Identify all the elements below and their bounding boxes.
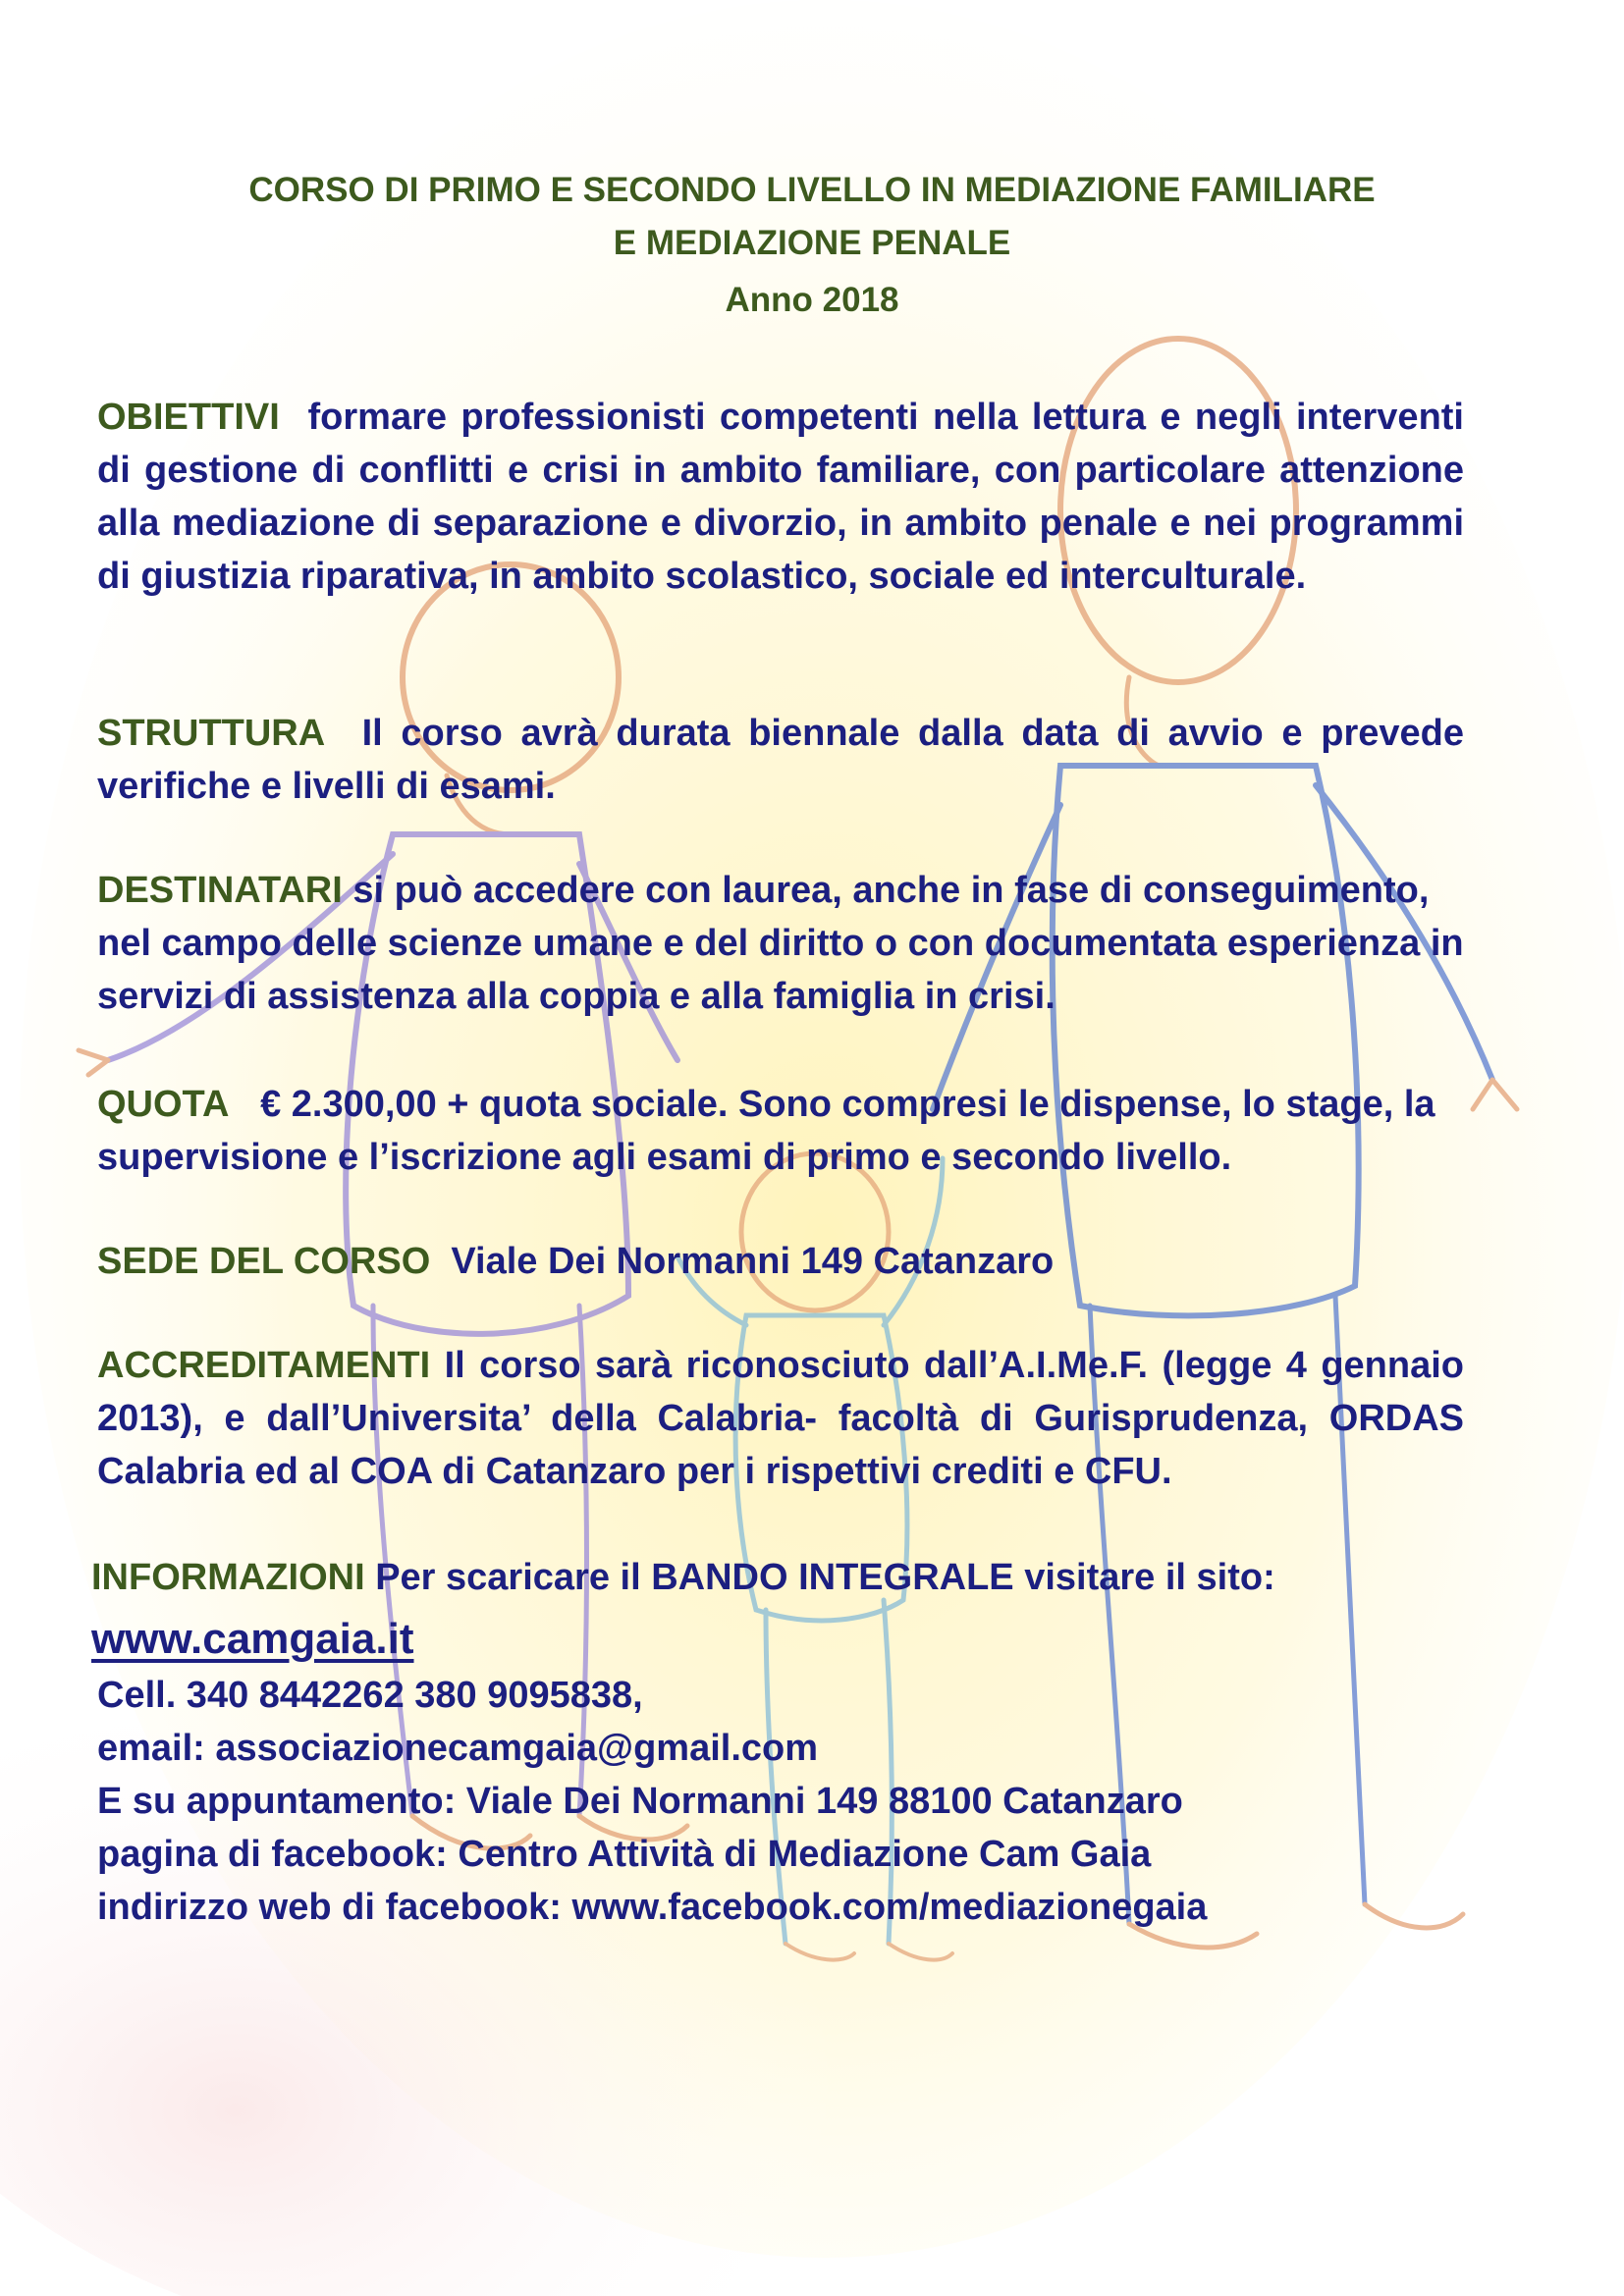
section-destinatari <box>97 864 1464 1023</box>
contact-facebook-page: pagina di facebook: Centro Attività di Mediazione Cam Gaia <box>97 1834 1152 1875</box>
section-label-obiettivi: OBIETTIVI <box>97 397 280 438</box>
section-label-destinatari: DESTINATARI <box>97 870 343 911</box>
section-label-struttura: STRUTTURA <box>97 713 326 754</box>
contact-email[interactable]: email: associazionecamgaia@gmail.com <box>97 1728 819 1769</box>
contact-phone: Cell. 340 8442262 380 9095838, <box>97 1675 643 1716</box>
section-text-quota: € 2.300,00 + quota sociale. Sono compresi le dispense, lo stage, la supervisione e l’iscrizione agli esami di primo e secondo livello. <box>97 1084 1435 1178</box>
section-quota <box>97 1078 1464 1184</box>
section-obiettivi <box>97 391 1464 603</box>
contact-block <box>97 1669 1207 1934</box>
title-line-2: E MEDIAZIONE PENALE <box>613 224 1011 262</box>
section-text-informazioni: Per scaricare il BANDO INTEGRALE visitare il sito: <box>375 1557 1275 1598</box>
section-sede <box>97 1235 1464 1288</box>
contact-facebook-url[interactable]: indirizzo web di facebook: www.facebook.com/mediazionegaia <box>97 1887 1208 1928</box>
website-link[interactable]: www.camgaia.it <box>91 1615 414 1663</box>
section-informazioni <box>91 1551 1458 1604</box>
section-text-destinatari: si può accedere con laurea, anche in fase di conseguimento, nel campo delle scienze umane e del diritto o con documentata esperienza in servizi di assistenza alla coppia e alla famiglia in crisi. <box>97 870 1464 1017</box>
section-text-obiettivi: formare professionisti competenti nella lettura e negli interventi di gestione di conflitti e crisi in ambito familiare, con particolare attenzione alla mediazione di separazione e divorzio, in ambito penale e nei programmi di giustizia riparativa, in ambito scolastico, sociale ed interculturale. <box>97 397 1464 597</box>
section-text-accreditamenti: Il corso sarà riconosciuto dall’A.I.Me.F. (legge 4 gennaio 2013), e dall’Universita’ della Calabria- facoltà di Gurisprudenza, ORDAS Calabria ed al COA di Catanzaro per i rispettivi crediti e CFU. <box>97 1345 1465 1492</box>
section-label-informazioni: INFORMAZIONI <box>91 1557 365 1598</box>
contact-appointment: E su appuntamento: Viale Dei Normanni 149 88100 Catanzaro <box>97 1781 1183 1822</box>
section-text-struttura: Il corso avrà durata biennale dalla data di avvio e prevede verifiche e livelli di esami. <box>97 713 1464 807</box>
section-accreditamenti <box>97 1339 1464 1498</box>
title-year: Anno 2018 <box>725 281 899 319</box>
section-text-sede: Viale Dei Normanni 149 Catanzaro <box>451 1241 1055 1282</box>
section-struttura <box>97 707 1464 813</box>
section-label-accreditamenti: ACCREDITAMENTI <box>97 1345 431 1386</box>
section-label-sede: SEDE DEL CORSO <box>97 1241 431 1282</box>
title-line-1: CORSO DI PRIMO E SECONDO LIVELLO IN MEDIAZIONE FAMILIARE <box>248 171 1376 209</box>
section-label-quota: QUOTA <box>97 1084 230 1125</box>
